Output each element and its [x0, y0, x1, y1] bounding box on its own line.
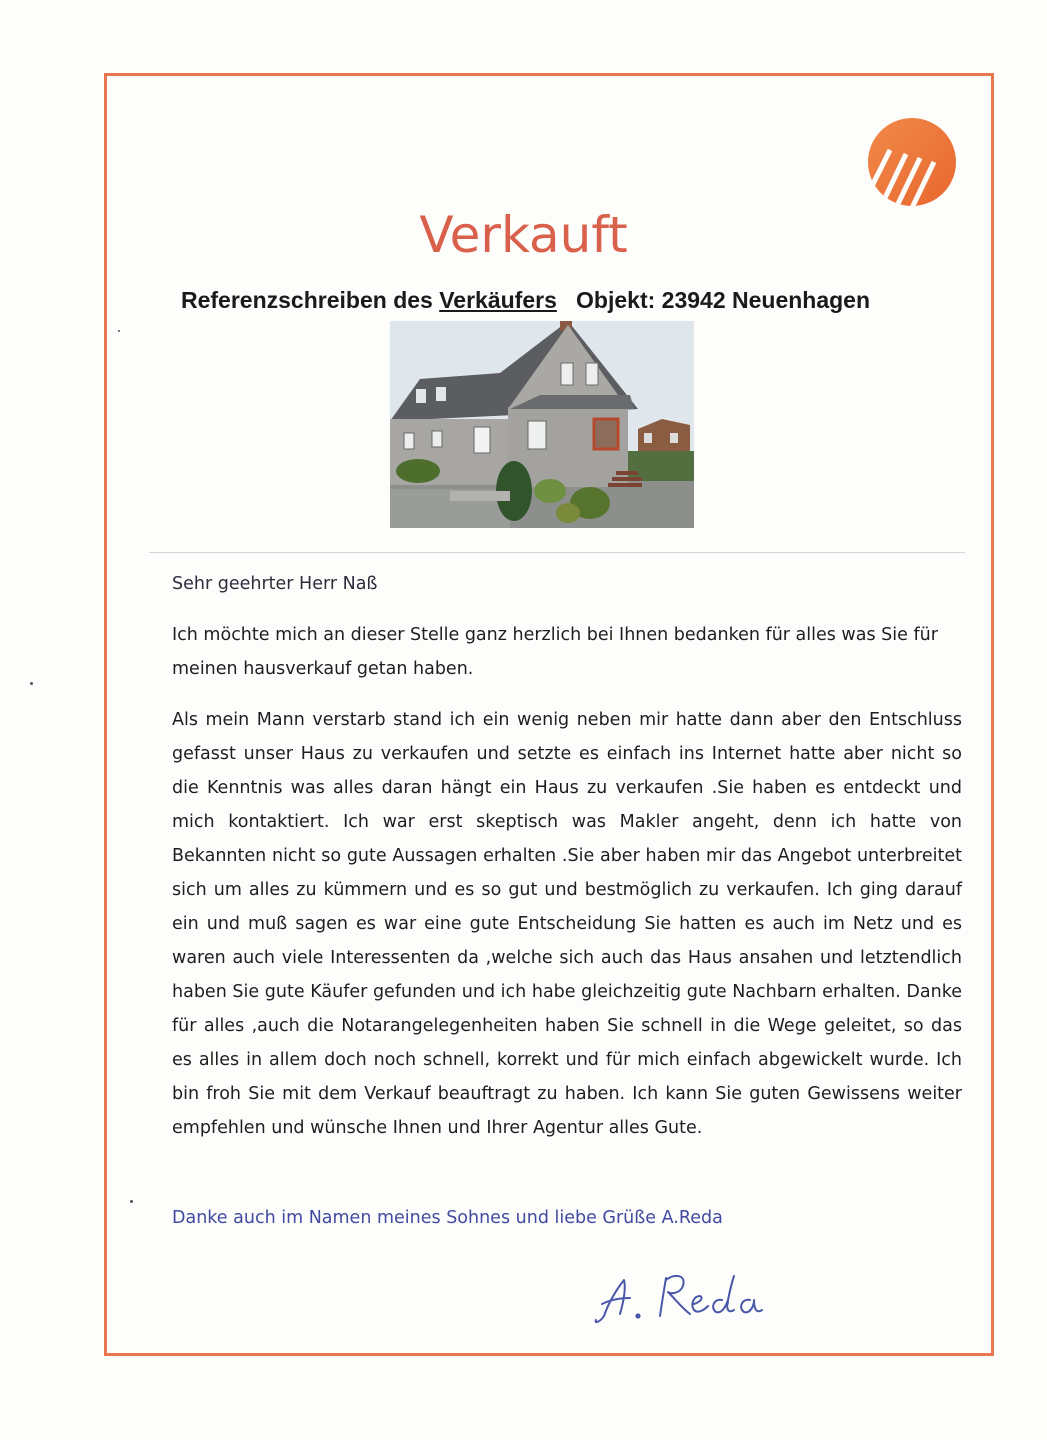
horizontal-divider: [149, 552, 965, 553]
sun-stripes-logo-icon: [866, 116, 958, 208]
paragraph-main: Als mein Mann verstarb stand ich ein wenig neben mir hatte dann aber den Entschluss gefasst unser Haus zu verkaufen und setzte es einfach ins Internet hatte aber nicht so die Kenntnis was alles daran hängt ein Haus zu verkaufen .Sie haben es entdeckt und mich kontaktiert. Ich war erst skeptisch was Makler angeht, denn ich hatte von Bekannten nicht so gute Aussagen erhalten .Sie aber haben mir das Angebot unterbreitet sich um alles zu kümmern und es so gut und bestmöglich zu verkaufen. Ich ging darauf ein und muß sagen es war eine gute Entscheidung Sie hatten es auch im Netz und es waren auch viele Interessenten da ,welche sich auch das Haus ansahen und letztendlich haben Sie gute Käufer gefunden und ich habe gleichzeitig gute Nachbarn erhalten. Danke für alles ,auch die Notarangelegenheiten haben Sie schnell in die Wege geleitet, so das es alles in allem doch noch schnell, korrekt und für mich einfach abgewickelt wurde. Ich bin froh Sie mit dem Verkauf beauftragt zu haben. Ich kann Sie guten Gewissens weiter empfehlen und wünsche Ihnen und Ihrer Agentur alles Gute.: [172, 710, 962, 1138]
page-title: Verkauft: [419, 206, 628, 264]
subtitle: [181, 287, 870, 314]
subtitle-object: Objekt: 23942 Neuenhagen: [576, 287, 871, 313]
handwritten-signature: [590, 1258, 780, 1328]
house-photo: [390, 321, 694, 528]
subtitle-underlined: Verkäufers: [439, 287, 557, 313]
scan-speck: [118, 330, 120, 332]
paragraph-intro: Ich möchte mich an dieser Stelle ganz herzlich bei Ihnen bedanken für alles was Sie für meinen hausverkauf getan haben.: [172, 625, 938, 679]
scan-speck: [130, 1200, 133, 1203]
salutation: Sehr geehrter Herr Naß: [172, 574, 378, 594]
closing-line: Danke auch im Namen meines Sohnes und liebe Grüße A.Reda: [172, 1208, 723, 1228]
subtitle-prefix: Referenzschreiben des: [181, 287, 440, 313]
scan-speck: [30, 682, 33, 685]
